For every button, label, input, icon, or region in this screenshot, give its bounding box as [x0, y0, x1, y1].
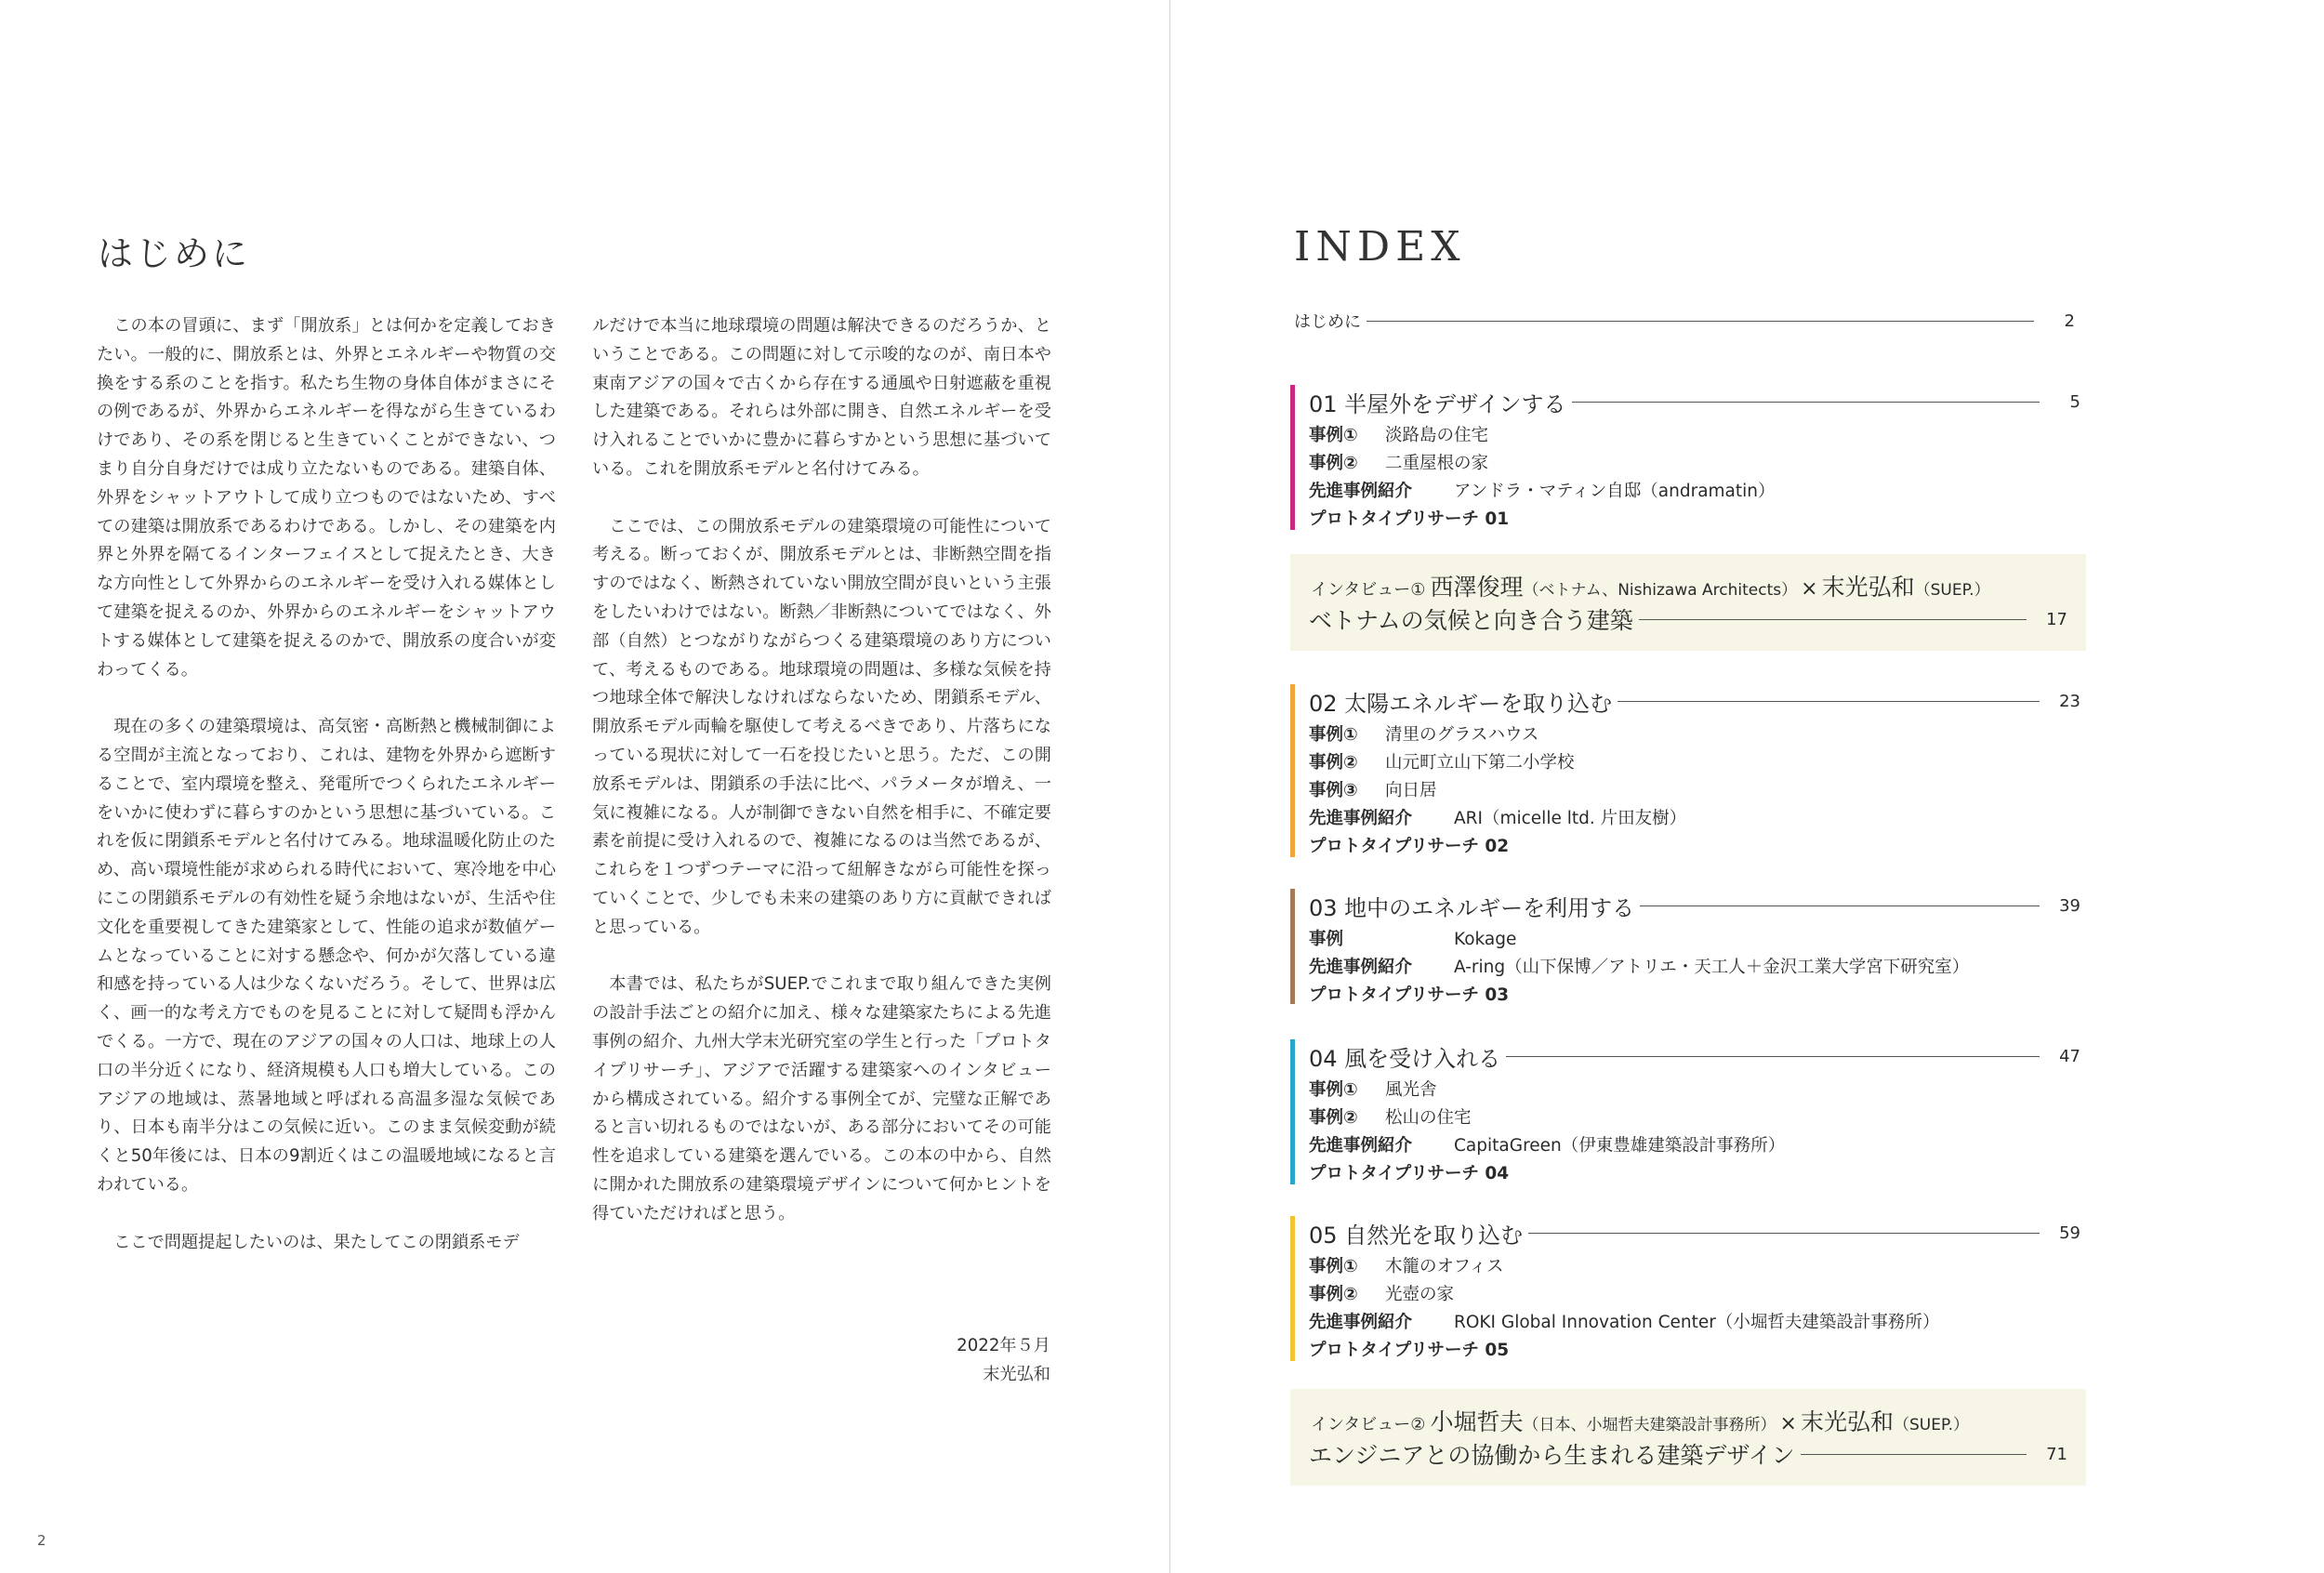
leader-line	[1506, 1056, 2040, 1057]
chapter-page: 23	[2059, 691, 2080, 711]
chapter-heading[interactable]	[1309, 1039, 2080, 1073]
list-item: プロトタイプリサーチ 03	[1309, 985, 1510, 1005]
toc-intro-label: はじめに	[1294, 312, 1361, 332]
chapter-page: 47	[2059, 1046, 2080, 1066]
interview-host: 末光弘和	[1821, 574, 1915, 601]
interview-guest: 小堀哲夫	[1430, 1408, 1524, 1435]
foreword-column-1	[97, 312, 556, 1257]
interview-label: インタビュー①	[1311, 580, 1426, 600]
chapter-items	[1309, 1253, 1939, 1365]
leader-line	[1801, 1454, 2027, 1455]
paragraph: ルだけで本当に地球環境の問題は解決できるのだろうか、ということである。この問題に対して示唆的なのが、南日本や東南アジアの国々で古くから存在する通風や日射遮蔽を重視した建築である。それらは外部に開き、自然エネルギーを受け入れることでいかに豊かに暮らすかという思想に基づいている。これを開放系モデルと名付けてみる。	[592, 316, 1051, 479]
paragraph: ここで問題提起したいのは、果たしてこの閉鎖系モデ	[113, 1232, 520, 1252]
chapter-04[interactable]	[1290, 1039, 2080, 1184]
chapter-items	[1309, 422, 1776, 534]
list-item: 事例③ 向日居	[1309, 781, 1437, 800]
list-item: プロトタイプリサーチ 02	[1309, 837, 1510, 856]
paragraph: ここでは、この開放系モデルの建築環境の可能性について考える。断っておくが、開放系モデルとは、非断熱空間を指すのではなく、断熱されていない開放空間が良いという主張をしたいわけではない。断熱／非断熱についてではなく、外部（自然）とつながりながらつくる建築環境のあり方について、考えるものである。地球環境の問題は、多様な気候を持つ地球全体で解決しなければならないため、閉鎖系モデル、開放系モデル両輪を駆使して考えるべきであり、片落ちになっている現状に対して一石を投じたいと思う。ただ、この開放系モデルは、閉鎖系の手法に比べ、パラメータが増え、一気に複雑になる。人が制御できない自然を相手に、不確定要素を前提に受け入れるので、複雑になるのは当然であるが、これらを１つずつテーマに沿って紐解きながら可能性を探っていくことで、少しでも未来の建築のあり方に貢献できればと思っている。	[592, 516, 1051, 937]
chapter-title: 05 自然光を取り込む	[1309, 1222, 1524, 1249]
list-item: 先進事例紹介 CapitaGreen（伊東豊雄建築設計事務所）	[1309, 1136, 1786, 1156]
list-item: 事例② 光壺の家	[1309, 1285, 1455, 1304]
chapter-heading[interactable]	[1309, 385, 2080, 418]
interview-host-detail: （SUEP.）	[1893, 1416, 1969, 1434]
list-item: 事例② 二重屋根の家	[1309, 454, 1489, 473]
date: 2022年５月	[957, 1336, 1050, 1355]
author: 末光弘和	[983, 1365, 1050, 1384]
chapter-page: 39	[2059, 895, 2080, 916]
foreword-title: はじめに	[98, 233, 251, 274]
signature-block	[957, 1331, 1050, 1389]
interview-guest-detail: （日本、小堀哲夫建築設計事務所）	[1523, 1416, 1776, 1434]
chapter-color-bar	[1290, 889, 1295, 1004]
interview-heading	[1311, 1404, 1969, 1437]
chapter-page: 59	[2059, 1223, 2080, 1243]
chapter-color-bar	[1290, 1039, 1295, 1184]
paragraph: この本の冒頭に、まず「開放系」とは何かを定義しておきたい。一般的に、開放系とは、外界とエネルギーや物質の交換をする系のことを指す。私たち生物の身体自体がまさにその例であるが、外界からエネルギーを得ながら生きているわけであり、その系を閉じると生きていくことができない、つまり自分自身だけでは成り立たないものである。建築自体、外界をシャットアウトして成り立つものではないため、すべての建築は開放系であるわけである。しかし、その建築を内界と外界を隔てるインターフェイスとして捉えたとき、大きな方向性として外界からのエネルギーを受け入れる媒体として建築を捉えるのか、外界からのエネルギーをシャットアウトする媒体として建築を捉えるのかで、開放系の度合いが変わってくる。	[97, 316, 556, 680]
chapter-01[interactable]	[1290, 385, 2080, 530]
chapter-title: 02 太陽エネルギーを取り込む	[1309, 690, 1613, 717]
interview-host: 末光弘和	[1800, 1408, 1894, 1435]
paragraph: 本書では、私たちがSUEP.でこれまで取り組んできた実例の設計手法ごとの紹介に加え、様々な建築家たちによる先進事例の紹介、九州大学末光研究室の学生と行った「プロトタイプリサーチ」、アジアで活躍する建築家へのインタビューから構成されている。紹介する事例全てが、完璧な正解であると言い切れるものではないが、ある部分においてその可能性を追求している建築を選んでいる。この本の中から、自然に開かれた開放系の建築環境デザインについて何かヒントを得ていただければと思う。	[592, 974, 1051, 1223]
toc-intro-row[interactable]	[1294, 309, 2075, 333]
leader-line	[1528, 1233, 2040, 1234]
interview-host-detail: （SUEP.）	[1914, 581, 1990, 600]
list-item: プロトタイプリサーチ 04	[1309, 1164, 1510, 1183]
chapter-02[interactable]	[1290, 684, 2080, 857]
list-item: 事例② 松山の住宅	[1309, 1108, 1472, 1128]
page-number: 2	[37, 1532, 46, 1549]
list-item: 先進事例紹介 ROKI Global Innovation Center（小堀哲夫建築設計事務所）	[1309, 1313, 1940, 1332]
times-sign: ×	[1801, 577, 1818, 601]
interview-title-row	[1309, 602, 2067, 636]
chapter-color-bar	[1290, 385, 1295, 530]
list-item: 事例① 風光舎	[1309, 1080, 1437, 1100]
interview-2[interactable]	[1290, 1389, 2086, 1486]
interview-title: エンジニアとの協働から生まれる建築デザイン	[1309, 1442, 1795, 1469]
leader-line	[1572, 402, 2040, 403]
list-item: 先進事例紹介 アンドラ・マティン自邸（andramatin）	[1309, 482, 1776, 501]
interview-page: 71	[2046, 1444, 2067, 1464]
chapter-05[interactable]	[1290, 1216, 2080, 1361]
list-item: 事例① 清里のグラスハウス	[1309, 725, 1539, 745]
chapter-items	[1309, 926, 1969, 1010]
chapter-03[interactable]	[1290, 889, 2080, 1004]
chapter-heading[interactable]	[1309, 889, 2080, 922]
paragraph: 現在の多くの建築環境は、高気密・高断熱と機械制御による空間が主流となっており、これは、建物を外界から遮断することで、室内環境を整え、発電所でつくられたエネルギーをいかに使わずに暮らすのかという思想に基づいている。これを仮に閉鎖系モデルと名付けてみる。地球温暖化防止のため、高い環境性能が求められる時代において、寒冷地を中心にこの閉鎖系モデルの有効性を疑う余地はないが、生活や住文化を重要視してきた建築家として、性能の追求が数値ゲームとなっていることに対する懸念や、何かが欠落している違和感を持っている人は少なくないだろう。そして、世界は広く、画一的な考え方でものを見ることに対して疑問も浮かんでくる。一方で、現在のアジアの国々の人口は、地球上の人口の半分近くになり、経済規模も人口も増大している。このアジアの地域は、蒸暑地域と呼ばれる高温多湿な気候であり、日本も南半分はこの気候に近い。このまま気候変動が続くと50年後には、日本の9割近くはこの温暖地域になると言われている。	[97, 717, 556, 1195]
list-item: 事例② 山元町立山下第二小学校	[1309, 753, 1575, 773]
foreword-column-2	[592, 312, 1051, 1229]
interview-heading	[1311, 569, 1990, 602]
chapter-heading[interactable]	[1309, 1216, 2080, 1249]
chapter-items	[1309, 1077, 1785, 1188]
leader-line	[1367, 321, 2034, 322]
chapter-title: 04 風を受け入れる	[1309, 1045, 1501, 1072]
chapter-color-bar	[1290, 684, 1295, 857]
chapter-page: 5	[2069, 391, 2080, 412]
leader-line	[1618, 701, 2040, 702]
interview-guest-detail: （ベトナム、Nishizawa Architects）	[1523, 581, 1798, 600]
times-sign: ×	[1779, 1412, 1797, 1435]
list-item: 先進事例紹介 ARI（micelle ltd. 片田友樹）	[1309, 809, 1687, 828]
interview-title: ベトナムの気候と向き合う建築	[1309, 607, 1633, 634]
toc-intro-page: 2	[2064, 311, 2075, 331]
chapter-color-bar	[1290, 1216, 1295, 1361]
chapter-title: 01 半屋外をデザインする	[1309, 390, 1566, 417]
interview-1[interactable]	[1290, 554, 2086, 651]
chapter-heading[interactable]	[1309, 684, 2080, 718]
index-title: INDEX	[1294, 223, 1466, 271]
list-item: 事例① 木籠のオフィス	[1309, 1257, 1504, 1276]
book-spine	[1169, 0, 1170, 1573]
leader-line	[1640, 905, 2040, 906]
list-item: プロトタイプリサーチ 05	[1309, 1341, 1510, 1360]
list-item: 事例① 淡路島の住宅	[1309, 426, 1489, 445]
list-item: 事例 Kokage	[1309, 930, 1517, 949]
leader-line	[1639, 619, 2027, 620]
interview-label: インタビュー②	[1311, 1415, 1426, 1434]
chapter-items	[1309, 721, 1686, 861]
chapter-title: 03 地中のエネルギーを利用する	[1309, 894, 1635, 921]
interview-title-row	[1309, 1437, 2067, 1471]
list-item: 先進事例紹介 A-ring（山下保博／アトリエ・天工人＋金沢工業大学宮下研究室）	[1309, 958, 1970, 977]
interview-page: 17	[2046, 609, 2067, 629]
interview-guest: 西澤俊理	[1430, 574, 1524, 601]
list-item: プロトタイプリサーチ 01	[1309, 509, 1510, 529]
